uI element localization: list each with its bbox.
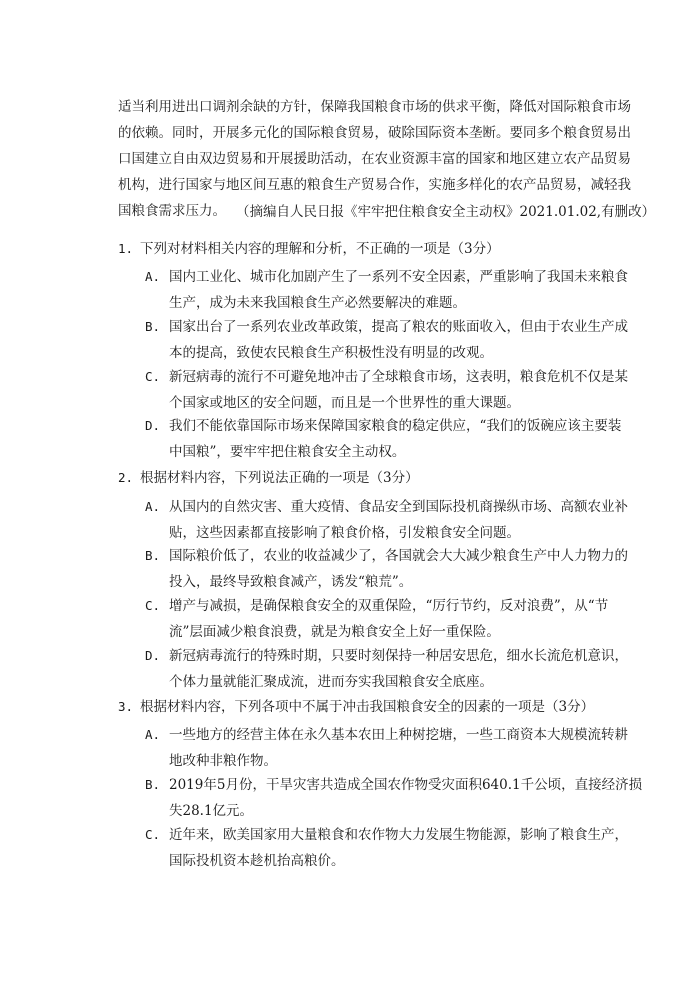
question-number: 1. — [118, 241, 134, 256]
option-text: 贴，这些因素都直接影响了粮食价格，引发粮食安全问题。 — [169, 525, 520, 541]
option-label: A. — [145, 499, 161, 514]
passage-source: （摘编自人民日报《牢牢把住粮食安全主动权》2021.01.02,有删改） — [236, 204, 656, 220]
option-text: 2019年5月份，干旱灾害共造成全国农作物受灾面积640.1千公顷，直接经济损 — [169, 777, 643, 793]
option-label: C. — [145, 827, 161, 842]
question-3 — [118, 695, 594, 715]
option-text: 一些地方的经营主体在永久基本农田上种树挖塘，一些工商资本大规模流转耕 — [169, 727, 628, 743]
option-label: A. — [145, 269, 161, 284]
option-text: 增产与减损，是确保粮食安全的双重保险，“厉行节约，反对浪费”，从“节 — [169, 598, 609, 614]
passage-line: 国粮食需求压力。 — [118, 203, 226, 219]
question-1 — [118, 237, 500, 257]
passage-line: 适当利用进出口调剂余缺的方针，保障我国粮食市场的供求平衡，降低对国际粮食市场 — [118, 99, 631, 115]
option-text: 国际投机资本趁机抬高粮价。 — [169, 853, 345, 869]
option-text: 个国家或地区的安全问题，而且是一个世界性的重大课题。 — [169, 395, 520, 411]
option-label: A. — [145, 727, 161, 742]
question-stem: 下列对材料相关内容的理解和分析，不正确的一项是（3分） — [140, 241, 500, 257]
option-text: 投入，最终导致粮食减产，诱发“粮荒”。 — [169, 574, 413, 590]
option-label: B. — [145, 777, 161, 792]
option-text: 中国粮”，要牢牢把住粮食安全主动权。 — [169, 444, 406, 460]
question-stem: 根据材料内容，下列各项中不属于冲击我国粮食安全的因素的一项是（3分） — [140, 699, 595, 715]
option-text: 本的提高，致使农民粮食生产积极性没有明显的改观。 — [169, 345, 493, 361]
option-label: C. — [145, 598, 161, 613]
option-text: 国家出台了一系列农业改革政策，提高了粮农的账面收入，但由于农业生产成 — [169, 319, 628, 335]
question-2 — [118, 466, 419, 486]
passage-line: 的依赖。同时，开展多元化的国际粮食贸易，破除国际资本垄断。要同多个粮食贸易出 — [118, 125, 631, 141]
option-text: 我们不能依靠国际市场来保障国家粮食的稳定供应，“我们的饭碗应该主要装 — [169, 418, 622, 434]
option-label: D. — [145, 418, 161, 433]
option-text: 新冠病毒的流行不可避免地冲击了全球粮食市场，这表明，粮食危机不仅是某 — [169, 369, 628, 385]
passage-line: 机构，进行国家与地区间互惠的粮食生产贸易合作，实施多样化的农产品贸易，减轻我 — [118, 177, 631, 193]
option-text: 个体力量就能汇聚成流，进而夯实我国粮食安全底座。 — [169, 674, 493, 690]
question-stem: 根据材料内容，下列说法正确的一项是（3分） — [140, 470, 419, 486]
option-label: B. — [145, 319, 161, 334]
question-number: 2. — [118, 470, 134, 485]
option-text: 失28.1亿元。 — [169, 803, 254, 819]
option-text: 国际粮价低了，农业的收益减少了，各国就会大大减少粮食生产中人力物力的 — [169, 548, 628, 564]
option-text: 地改种非粮作物。 — [169, 753, 277, 769]
option-text: 近年来，欧美国家用大量粮食和农作物大力发展生物能源，影响了粮食生产， — [169, 827, 628, 843]
option-text: 国内工业化、城市化加剧产生了一系列不安全因素，严重影响了我国未来粮食 — [169, 269, 628, 285]
option-text: 新冠病毒流行的特殊时期，只要时刻保持一种居安思危，细水长流危机意识， — [169, 648, 628, 664]
option-text: 生产，成为未来我国粮食生产必然要解决的难题。 — [169, 295, 466, 311]
option-label: B. — [145, 548, 161, 563]
option-text: 从国内的自然灾害、重大疫情、食品安全到国际投机商操纵市场、高额农业补 — [169, 499, 628, 515]
option-text: 流”层面减少粮食浪费，就是为粮食安全上好一重保险。 — [169, 624, 500, 640]
option-label: D. — [145, 648, 161, 663]
question-number: 3. — [118, 699, 134, 714]
option-label: C. — [145, 369, 161, 384]
passage-line: 口国建立自由双边贸易和开展援助活动，在农业资源丰富的国家和地区建立农产品贸易 — [118, 151, 631, 167]
